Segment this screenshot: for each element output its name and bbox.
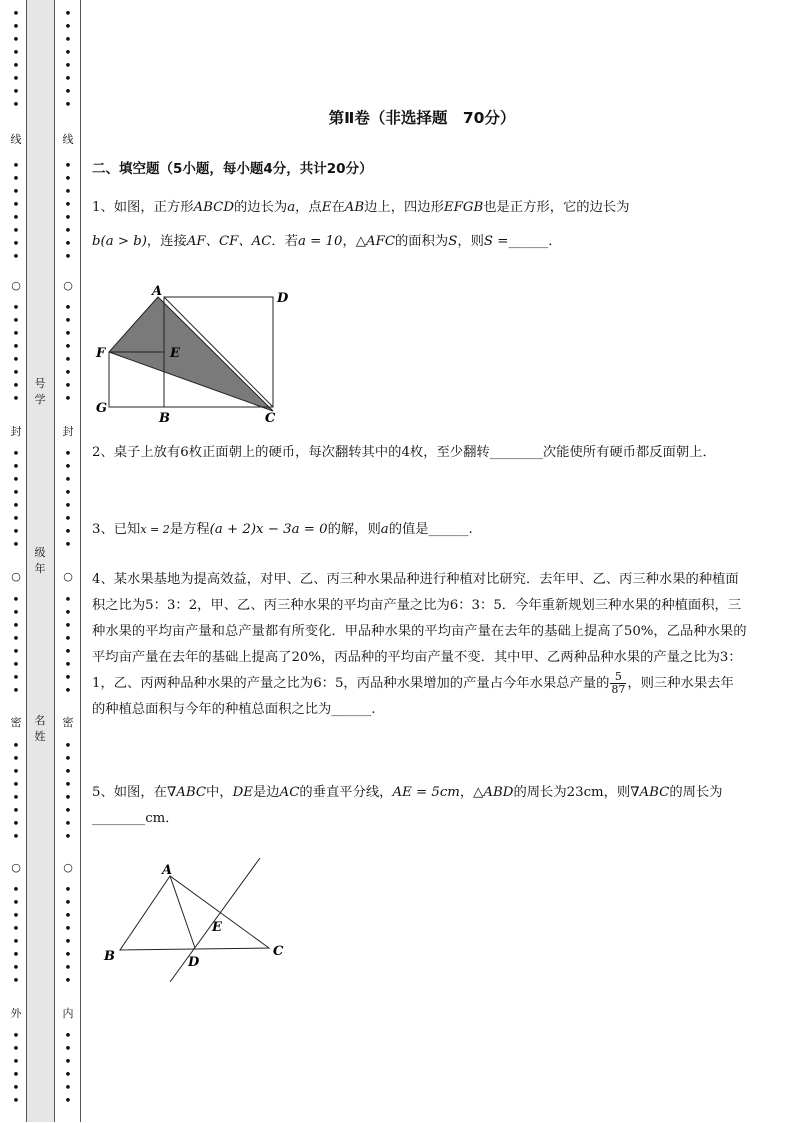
label-b: B — [104, 949, 115, 964]
right-marker-mi: 密 — [62, 716, 74, 729]
right-marker-circle-1: ○ — [63, 279, 73, 292]
left-marker-wai: 外 — [10, 1007, 22, 1020]
right-marker-circle-2: ○ — [63, 570, 73, 583]
left-marker-circle-1: ○ — [11, 279, 21, 292]
segment-ad — [170, 876, 195, 948]
right-dots-1: • • • • • • • • — [64, 7, 72, 113]
right-dots-7: • • • • • • • • — [64, 883, 72, 989]
label-a: A — [162, 863, 173, 878]
question-4: 4、某水果基地为提高效益，对甲、乙、丙三种水果品种进行种植对比研究．去年甲、乙、丙三种水果的种植面积之比为5：3：2，甲、乙、丙三种水果的平均亩产量之比为6：3：5．今年重新规划三种水果的种植面积，三种水果的平均亩产量和总产量都有所变化．甲品种水果的平均亩产量在去年的基础上提高了50%，乙品种水果的平均亩产量在去年的基础上提高了20%，丙品种的平均亩产量不变．其中甲、乙两种品种水果的产量之比为3：1，乙、丙两种品种水果的产量之比为6：5，丙品种水果增加的产量占今年水果总产量的 $\frac{5}{87}$ ，则三种水果去年的种植总面积与今年的种植总面积之比为______. — [92, 572, 747, 717]
left-dots-1: • • • • • • • • — [12, 7, 20, 113]
label-g: G — [96, 401, 108, 416]
field-grade: 级 年 — [34, 546, 46, 575]
right-marker-nei: 内 — [62, 1007, 74, 1020]
question-2: 2、桌子上放有6枚正面朝上的硬币，每次翻转其中的4枚，至少翻转________次能使所有硬币都反面朝上． — [92, 445, 716, 460]
binding-line — [80, 0, 81, 1122]
triangle-afc-shaded — [109, 297, 273, 411]
left-marker-feng: 封 — [10, 425, 22, 438]
label-d: D — [188, 955, 200, 970]
label-e: E — [212, 920, 222, 935]
fraction-5-87: $\frac{5}{87}$ — [611, 670, 626, 696]
left-dots-3: • • • • • • • • — [12, 301, 20, 407]
label-f: F — [96, 346, 106, 361]
right-marker-feng: 封 — [62, 425, 74, 438]
left-dots-5: • • • • • • • • — [12, 593, 20, 699]
field-student-id: 号 学 — [34, 377, 46, 406]
right-dots-6: • • • • • • • • — [64, 739, 72, 845]
right-marker-xian: 线 — [62, 133, 74, 146]
figure-1-squares — [92, 280, 312, 428]
triangle-abc — [120, 876, 269, 950]
right-dots-4: • • • • • • • • — [64, 447, 72, 553]
right-dots-2: • • • • • • • • — [64, 159, 72, 265]
left-marker-xian: 线 — [10, 133, 22, 146]
left-dots-2: • • • • • • • • — [12, 159, 20, 265]
left-marker-circle-2: ○ — [11, 570, 21, 583]
right-dots-5: • • • • • • • • — [64, 593, 72, 699]
label-c: C — [273, 944, 284, 959]
left-dots-8: • • • • • • — [12, 1029, 20, 1109]
left-marker-circle-3: ○ — [11, 861, 21, 874]
left-dots-7: • • • • • • • • — [12, 883, 20, 989]
left-dots-6: • • • • • • • • — [12, 739, 20, 845]
label-c: C — [265, 411, 276, 426]
right-dots-8: • • • • • • — [64, 1029, 72, 1109]
section-heading: 二、填空题（5小题，每小题4分，共计20分） — [92, 161, 373, 177]
label-a: A — [152, 284, 163, 299]
right-dots-3: • • • • • • • • — [64, 301, 72, 407]
question-5: 5、如图，在∇ABC中，DE是边AC的垂直平分线，AE = 5cm，△ABD的周长为23cm，则∇ABC的周长为________cm． — [92, 785, 723, 826]
page-title: 第Ⅱ卷（非选择题 70分） — [328, 109, 516, 127]
right-marker-circle-3: ○ — [63, 861, 73, 874]
field-name: 名 姓 — [34, 714, 46, 743]
binding-margin — [0, 0, 84, 1123]
label-b: B — [159, 411, 170, 426]
question-3: 3、已知x = 2是方程(a + 2)x − 3a = 0的解，则a的值是______. — [92, 522, 473, 537]
figure-2-triangle — [92, 850, 302, 990]
label-e: E — [170, 346, 180, 361]
left-dots-4: • • • • • • • • — [12, 447, 20, 553]
label-d: D — [277, 291, 289, 306]
left-marker-mi: 密 — [10, 716, 22, 729]
question-1: 1、如图，正方形ABCD的边长为a，点E在AB边上，四边形EFGB也是正方形，它的边长为 b(a > b)，连接AF、CF、AC．若a = 10，△AFC的面积为S，则S =______． — [92, 200, 630, 249]
